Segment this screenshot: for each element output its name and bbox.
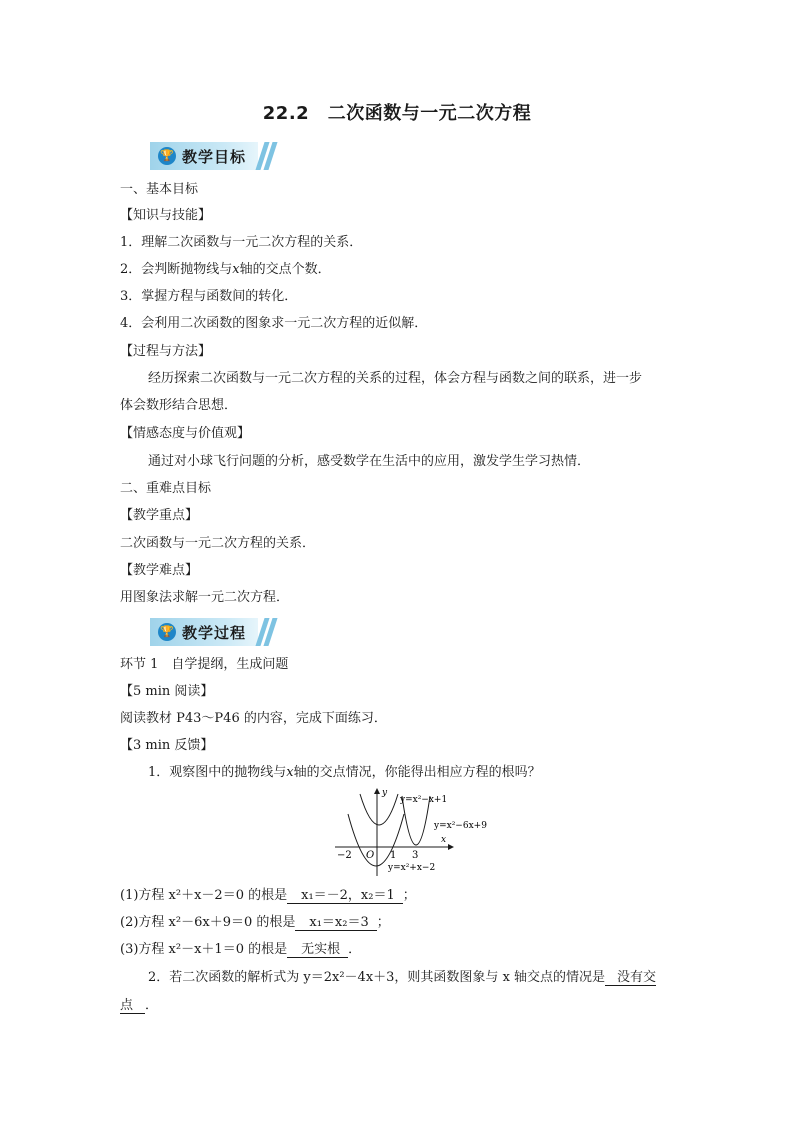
emotion-heading: 【情感态度与价值观】 — [120, 426, 251, 441]
section-banner-process — [150, 618, 272, 646]
answer-3: (3)方程 x²－x＋1＝0 的根是 无实根 ． — [120, 942, 362, 957]
label-f2: y=x²−6x+9 — [434, 821, 487, 831]
answer-q2-blank-1: 没有交 — [605, 970, 656, 986]
answer-1-blank: x₁＝－2，x₂＝1 — [287, 888, 403, 904]
tick-3: 3 — [412, 850, 419, 861]
question-2: 2．若二次函数的解析式为 y＝2x²－4x＋3，则其函数图象与 x 轴交点的情况是 没有交 — [148, 970, 657, 985]
step-1-heading: 环节 1 自学提纲，生成问题 — [120, 657, 289, 672]
feedback-heading: 【3 min 反馈】 — [120, 738, 214, 753]
tick-neg2: −2 — [337, 850, 352, 861]
trophy-icon: 🏆 — [158, 147, 176, 165]
question-1: 1．观察图中的抛物线与x轴的交点情况，你能得出相应方程的根吗？ — [148, 765, 541, 780]
x-axis-label: x — [441, 835, 447, 845]
knowledge-item-4: 4．会利用二次函数的图象求一元二次方程的近似解． — [120, 316, 428, 331]
knowledge-item-3: 3．掌握方程与函数间的转化． — [120, 289, 298, 304]
answer-3-blank: 无实根 — [287, 942, 348, 958]
page-title: 22.2 二次函数与一元二次方程 — [262, 103, 532, 124]
label-f1: y=x²−x+1 — [400, 795, 448, 805]
read-text: 阅读教材 P43～P46 的内容，完成下面练习． — [120, 711, 387, 726]
question-2-cont: 点 ． — [120, 998, 159, 1013]
knowledge-item-2: 2．会判断抛物线与x轴的交点个数． — [120, 262, 331, 277]
difficulty-heading: 【教学难点】 — [120, 563, 199, 578]
basic-goal-heading: 一、基本目标 — [120, 182, 199, 197]
process-text-1: 经历探索二次函数与一元二次方程的关系的过程，体会方程与函数之间的联系，进一步 — [148, 371, 643, 386]
process-heading: 【过程与方法】 — [120, 344, 212, 359]
tick-1: 1 — [390, 850, 397, 861]
answer-2: (2)方程 x²－6x＋9＝0 的根是 x₁＝x₂＝3 ； — [120, 915, 390, 930]
trophy-icon: 🏆 — [158, 623, 176, 641]
answer-2-blank: x₁＝x₂＝3 — [295, 915, 376, 931]
banner-label: 教学目标 — [182, 148, 247, 166]
section-banner-objectives — [150, 142, 272, 170]
focus-heading: 【教学重点】 — [120, 508, 199, 523]
banner-label: 教学过程 — [182, 624, 247, 642]
process-text-2: 体会数形结合思想． — [120, 398, 238, 413]
answer-q2-blank-2: 点 — [120, 998, 145, 1014]
focus-text: 二次函数与一元二次方程的关系． — [120, 536, 316, 551]
label-f3: y=x²+x−2 — [388, 863, 436, 873]
y-axis-arrow — [374, 788, 380, 794]
knowledge-item-1: 1．理解二次函数与一元二次方程的关系． — [120, 235, 363, 250]
parabola-graph — [330, 786, 500, 878]
answer-1: (1)方程 x²＋x－2＝0 的根是 x₁＝－2，x₂＝1 ； — [120, 888, 416, 903]
read-heading: 【5 min 阅读】 — [120, 684, 214, 699]
y-axis-label: y — [382, 788, 388, 798]
x-axis-arrow — [448, 844, 454, 850]
emotion-text: 通过对小球飞行问题的分析，感受数学在生活中的应用，激发学生学习热情． — [148, 454, 591, 469]
difficulty-text: 用图象法求解一元二次方程． — [120, 590, 290, 605]
knowledge-heading: 【知识与技能】 — [120, 208, 212, 223]
curve-f1 — [360, 794, 398, 825]
origin-label: O — [366, 850, 375, 861]
key-goal-heading: 二、重难点目标 — [120, 481, 212, 496]
